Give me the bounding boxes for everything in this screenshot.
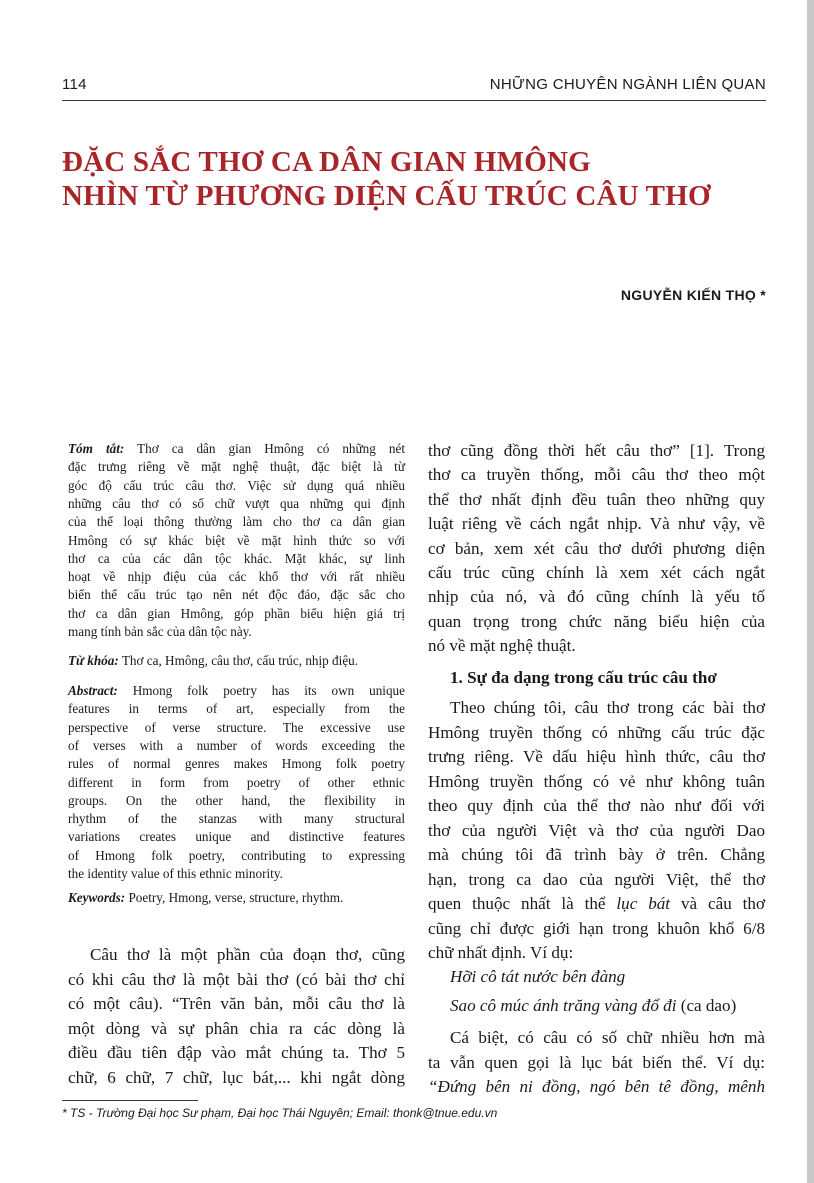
summary-vi-line: biến thể cấu trúc tạo nên nét độc đáo, đặc sắc cho [68, 587, 405, 603]
footnote: * TS - Trường Đại học Sư phạm, Đại học Thái Nguyên; Email: thonk@tnue.edu.vn [62, 1106, 498, 1120]
header-rule [62, 100, 766, 101]
summary-vi-line: góc độ cấu trúc câu thơ. Việc sử dụng quá nhiều [68, 477, 405, 493]
article-title-line-2: NHÌN TỪ PHƯƠNG DIỆN CẤU TRÚC CÂU THƠ [62, 180, 711, 212]
body-line: hạn, trong ca dao của người Việt, thể thơ [428, 869, 765, 889]
body-line: thơ ca truyền thống, mỗi câu thơ theo một [428, 465, 765, 485]
abstract-en-label: Abstract: [68, 683, 118, 698]
abstract-en-line: groups. On the other hand, the flexibility in [68, 792, 405, 808]
left-body-paragraph [68, 945, 405, 1095]
summary-vi-line: thơ ca của các dân tộc khác. Mặt khác, sự linh [68, 550, 405, 566]
abstract-en-line: rhythm of the stanzas with many structural [68, 811, 405, 827]
body-line: thơ cũng đồng thời hết câu thơ” [1]. Trong [428, 441, 765, 460]
summary-vi-line: Hmông có sự khác biệt về mặt hình thức so với [68, 532, 405, 548]
body-line: điều đầu tiên đập vào mắt chúng ta. Thơ 5 [68, 1043, 405, 1062]
right-intro-paragraph [428, 441, 765, 656]
summary-vi-label: Tóm tắt: [68, 441, 125, 456]
abstract-en-line: perspective of verse structure. The excessive use [68, 719, 405, 735]
abstract-en-line: of Hmong folk poetry, contributing to expressing [68, 847, 405, 863]
body-line: cơ bản, xem xét câu thơ dưới phương diện [428, 538, 765, 558]
page-number: 114 [62, 76, 87, 93]
body-line: “Đứng bên ni đồng, ngó bên tê đồng, mênh [428, 1077, 765, 1096]
body-line: một dòng và sự phân chia ra các dòng là [68, 1018, 405, 1038]
body-line: thể thơ nhất định đều tuân theo những quy [428, 489, 765, 509]
author-name: NGUYỄN KIẾN THỌ * [620, 287, 766, 303]
abstract-en-line: Abstract: Hmong folk poetry has its own unique [68, 683, 405, 698]
abstract-en-line: features in terms of art, especially from the [68, 701, 405, 717]
footnote-rule [62, 1100, 198, 1101]
summary-vi-line: mang tính bản sắc của dân tộc này. [68, 624, 252, 639]
poem-source: (ca dao) [680, 996, 737, 1015]
body-line: chữ, 6 chữ, 7 chữ, lục bát,... khi ngắt dòng [68, 1067, 405, 1087]
body-line: Câu thơ là một phần của đoạn thơ, cũng [90, 945, 405, 964]
page-edge-shadow [807, 0, 814, 1183]
article-title-line-1: ĐẶC SẮC THƠ CA DÂN GIAN HMÔNG [62, 146, 591, 178]
abstract-en [68, 683, 405, 905]
summary-vi [68, 441, 405, 671]
body-line: nó về mặt nghệ thuật. [428, 636, 576, 656]
body-line: trưng riêng. Về dấu hiệu hình thức, câu thơ [428, 747, 765, 766]
abstract-en-line: variations creates unique and distinctive features [68, 829, 405, 845]
body-line: chữ nhất định. Ví dụ: [428, 943, 574, 962]
abstract-en-line: different in form from poetry of other ethnic [68, 774, 405, 790]
body-line: mà chúng tôi đã trình bày ở trên. Chẳng [428, 845, 765, 864]
section1-paragraph-1 [428, 698, 765, 962]
body-line: Theo chúng tôi, câu thơ trong các bài thơ [450, 698, 765, 717]
summary-vi-line: đặc trưng riêng về mặt nghệ thuật, đặc biệt là từ [68, 459, 405, 475]
summary-vi-line: Tóm tắt: Thơ ca dân gian Hmông có những nét [68, 441, 405, 456]
body-line: quen thuộc nhất là thể lục bát và câu thơ [428, 894, 765, 913]
summary-vi-line: thơ ca dân gian Hmông, góp phần biểu hiện giá trị [68, 605, 405, 621]
keywords-en: Keywords: Poetry, Hmong, verse, structure, rhythm. [68, 890, 344, 905]
body-line: Cá biệt, có câu có số chữ nhiều hơn mà [450, 1028, 765, 1047]
section-heading: 1. Sự đa dạng trong cấu trúc câu thơ [450, 668, 717, 687]
section1-paragraph-2 [428, 1028, 765, 1098]
body-line: theo quy định của thể thơ nào như đối với [428, 796, 765, 815]
body-line: Hmông truyền thống có những cấu trúc đặc [428, 722, 765, 742]
body-line: có khi câu thơ là một bài thơ (có bài thơ chỉ [68, 969, 405, 989]
summary-vi-line: hoạt về nhịp điệu của các khổ thơ với rất nhiều [68, 569, 405, 585]
running-head: NHỮNG CHUYÊN NGÀNH LIÊN QUAN [489, 76, 766, 93]
summary-vi-line: của thể loại thông thường làm cho thơ ca dân gian [68, 514, 405, 530]
emphasis-luc-bat: lục bát [616, 894, 671, 913]
poem-line-2: Sao cô múc ánh trăng vàng đổ đi (ca dao) [450, 996, 737, 1015]
summary-vi-line: những câu thơ có số chữ vượt qua những qui định [68, 495, 405, 511]
body-line: quan trọng trong chức năng biểu hiện của [428, 611, 765, 631]
poem-line-1: Hỡi cô tát nước bên đàng [450, 967, 626, 986]
keywords-vi-label: Từ khóa: [68, 653, 119, 668]
body-line: nhịp của nó, và đó cũng chính là yếu tố [428, 587, 765, 607]
abstract-en-line: rules of normal genres makes Hmong folk poetry [68, 756, 405, 772]
body-line: luật riêng về cách ngắt nhịp. Và như vậy, về [428, 514, 765, 534]
abstract-en-line: of verses with a number of words exceeding the [68, 737, 405, 753]
body-line: cấu trúc cũng chính là xem xét cách ngắt [428, 563, 765, 582]
keywords-vi: Từ khóa: Thơ ca, Hmông, câu thơ, cấu trúc, nhịp điệu. [68, 653, 359, 668]
body-line: cũng chỉ được giới hạn trong khuôn khổ 6/8 [428, 918, 765, 938]
abstract-en-line: the identity value of this ethnic minority. [68, 866, 283, 881]
body-line: có một câu). “Trên văn bản, mỗi câu thơ là [68, 994, 405, 1013]
body-line: thơ của người Việt và thơ của người Dao [428, 820, 765, 840]
keywords-en-label: Keywords: [68, 890, 126, 905]
body-line: Hmông truyền thống có vẻ như không tuân [428, 771, 765, 791]
body-line: ta vẫn quen gọi là lục bát biến thể. Ví dụ: [428, 1052, 765, 1072]
